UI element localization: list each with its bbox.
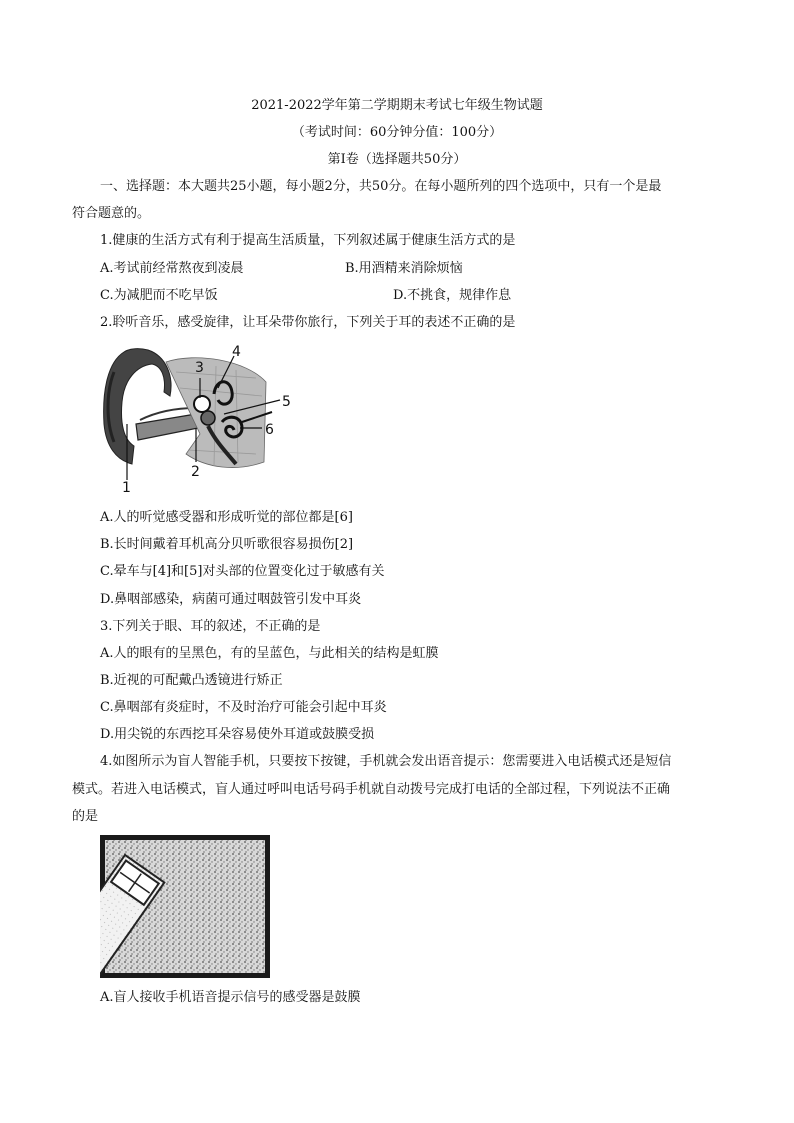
question-3-option-a: A.人的眼有的呈黑色，有的呈蓝色，与此相关的结构是虹膜 — [100, 646, 439, 661]
ear-label-1: 1 — [122, 480, 131, 494]
question-4-stem-line-2: 模式。若进入电话模式，盲人通过呼叫电话号码手机就自动拨号完成打电话的全部过程，下列说法不正确 — [72, 782, 671, 797]
question-1-option-a: A.考试前经常熬夜到凌晨 — [100, 261, 244, 276]
ear-label-3: 3 — [195, 360, 204, 376]
question-3-option-c: C.鼻咽部有炎症时，不及时治疗可能会引起中耳炎 — [100, 700, 387, 715]
question-1-stem: 1.健康的生活方式有利于提高生活质量，下列叙述属于健康生活方式的是 — [100, 233, 516, 248]
instructions-line-1: 一、选择题：本大题共25小题，每小题2分，共50分。在每小题所列的四个选项中，只有一个是最 — [100, 179, 662, 194]
instructions-line-2: 符合题意的。 — [72, 206, 151, 221]
ear-label-2: 2 — [191, 464, 200, 480]
question-4-option-a: A.盲人接收手机语音提示信号的感受器是鼓膜 — [100, 990, 361, 1005]
question-1-option-c: C.为减肥而不吃早饭 — [100, 288, 218, 303]
question-4-stem-line-1: 4.如图所示为盲人智能手机，只要按下按键，手机就会发出语音提示：您需要进入电话模式还是短信 — [100, 754, 672, 769]
ear-label-4: 4 — [232, 344, 241, 360]
question-2-option-d: D.鼻咽部感染，病菌可通过咽鼓管引发中耳炎 — [100, 592, 362, 607]
ear-diagram — [96, 342, 306, 494]
question-1-option-b: B.用酒精来消除烦恼 — [345, 261, 463, 276]
ear-label-5: 5 — [282, 394, 291, 410]
exam-title: 2021-2022学年第二学期期末考试七年级生物试题 — [251, 98, 543, 113]
question-2-option-a: A.人的听觉感受器和形成听觉的部位都是[6] — [100, 510, 353, 525]
question-4-stem-line-3: 的是 — [72, 809, 99, 824]
question-3-stem: 3.下列关于眼、耳的叙述，不正确的是 — [100, 619, 321, 634]
exam-subtitle: （考试时间：60分钟分值：100分） — [291, 125, 503, 140]
ear-label-6: 6 — [265, 422, 274, 438]
question-1-option-d: D.不挑食，规律作息 — [393, 288, 512, 303]
question-2-option-b: B.长时间戴着耳机高分贝听歌很容易损伤[2] — [100, 537, 354, 552]
question-2-stem: 2.聆听音乐，感受旋律，让耳朵带你旅行，下列关于耳的表述不正确的是 — [100, 315, 516, 330]
question-3-option-b: B.近视的可配戴凸透镜进行矫正 — [100, 673, 283, 688]
question-3-option-d: D.用尖锐的东西挖耳朵容易使外耳道或鼓膜受损 — [100, 727, 375, 742]
blind-phone-photo — [100, 835, 270, 978]
section-title: 第Ⅰ卷（选择题共50分） — [327, 152, 467, 167]
question-2-option-c: C.晕车与[4]和[5]对头部的位置变化过于敏感有关 — [100, 564, 385, 579]
